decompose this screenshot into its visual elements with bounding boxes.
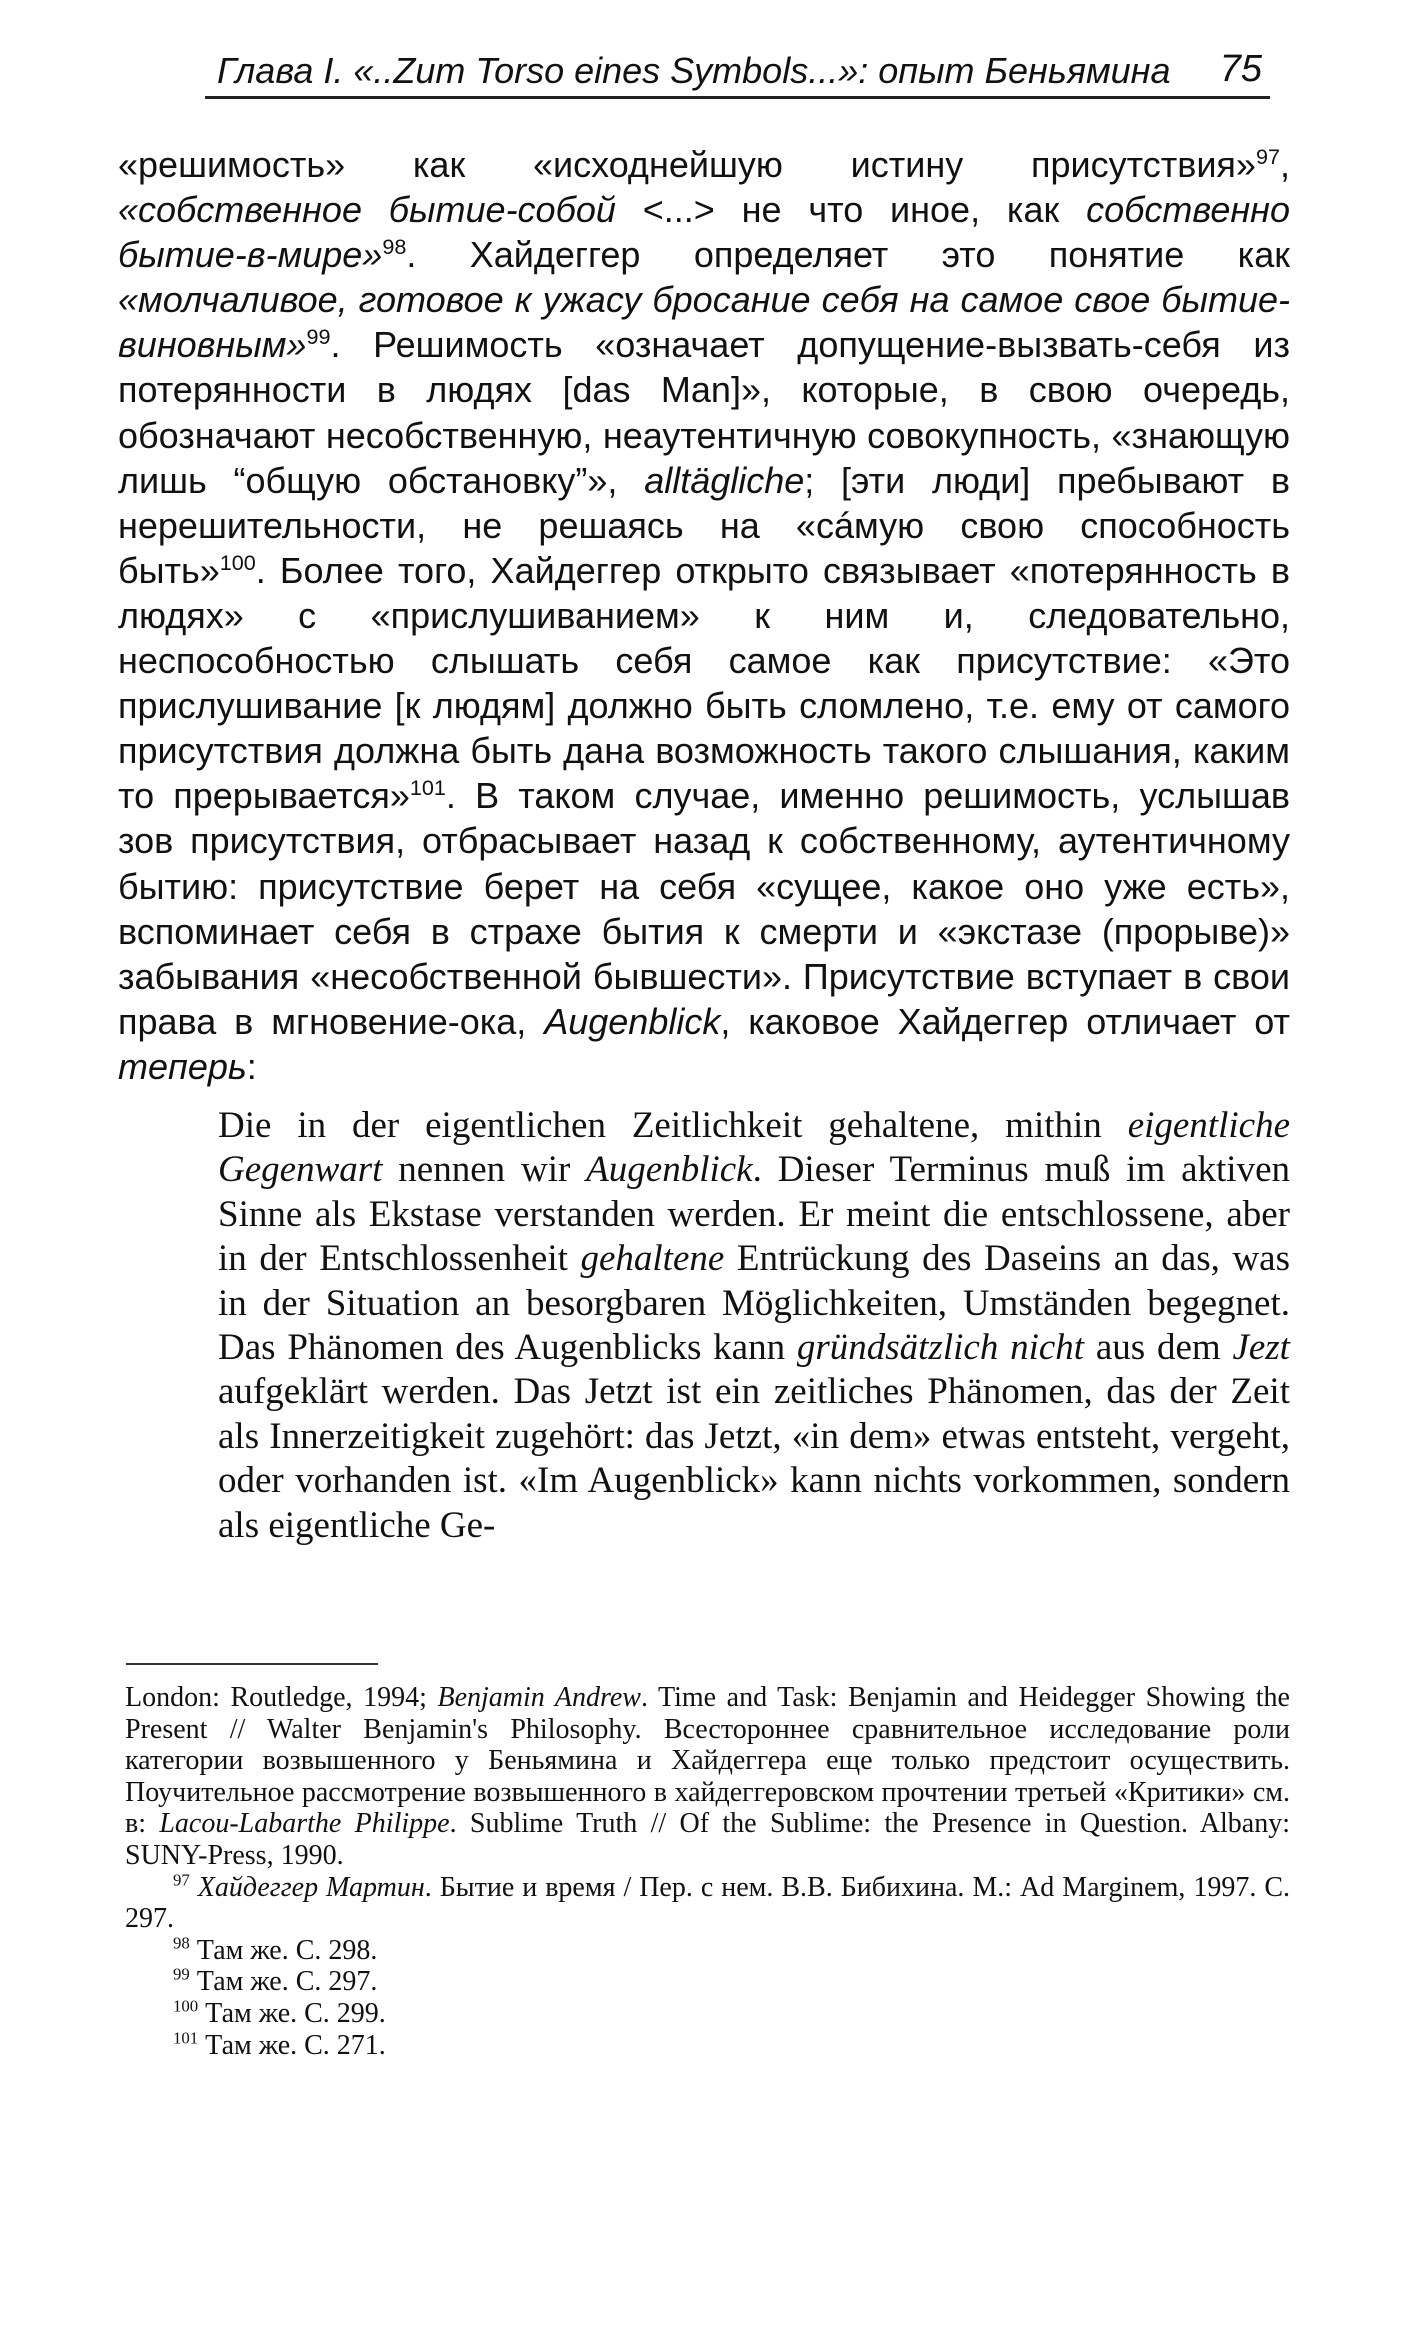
footnote-number: 97 bbox=[173, 1870, 190, 1890]
text-run: Die in der eigentlichen Zeitlichkeit gehaltene, mithin bbox=[218, 1105, 1128, 1146]
text-run: . Time and Task: Benjamin and Heidegger Showing the Present // Walter Benjamin's Philosophy. Всестороннее сравнительное исследование роли категории возвышенного у Беньямина и Хайдеггера еще только предстоит осуществить. Поучительное рассмотрение возвышенного в хайдеггеровском прочтении третьей «Критики» см. в: bbox=[125, 1682, 1290, 1840]
footnote-ref-100[interactable]: 100 bbox=[219, 549, 256, 575]
running-title: Глава I. «..Zum Torso eines Symbols...»: опыт Беньямина bbox=[217, 50, 1171, 91]
text-run: . Хайдеггер определяет это понятие как bbox=[406, 234, 1290, 276]
footnote-number: 98 bbox=[173, 1933, 190, 1953]
main-text bbox=[118, 142, 1290, 1089]
quote-paragraph bbox=[218, 1104, 1290, 1548]
emphasis: gründsätzlich nicht bbox=[796, 1327, 1085, 1369]
text-run: Там же. С. 298. bbox=[196, 1934, 378, 1966]
emphasis: теперь bbox=[118, 1045, 247, 1087]
text-run: aufgeklärt werden. Das Jetzt ist ein zeitliches Phänomen, das der Zeit als Innerzeitigkeit zugehört: das Jetzt, «in dem» etwas entsteht, vergeht, oder vorhanden ist. «Im Augenblick» kann nichts vorkommen, sondern als eigentliche Ge- bbox=[218, 1371, 1290, 1546]
text-run: . В таком случае, именно решимость, услышав зов присутствия, отбрасывает назад к собственному, аутентичному бытию: присутствие берет на себя «сущее, какое оно уже есть», вспоминает себя в страхе бытия к смерти и «экстазе (прорыве)» забывания «несобственной бывшести». Присутствие вступает в свои права в мгновение-ока, bbox=[118, 775, 1290, 1042]
footnote-separator bbox=[126, 1663, 378, 1665]
footnote-ref-99[interactable]: 99 bbox=[306, 324, 331, 350]
header-rule bbox=[205, 96, 1270, 99]
text-run: , bbox=[1279, 144, 1290, 185]
footnote-98 bbox=[125, 1935, 1290, 1967]
emphasis: Хайдеггер Мартин bbox=[197, 1871, 425, 1903]
footnote-99 bbox=[125, 1966, 1290, 1998]
footnote-number: 99 bbox=[173, 1965, 190, 1985]
emphasis: «собственное бытие-собой bbox=[118, 189, 616, 231]
footnote-continuation bbox=[125, 1682, 1290, 1872]
footnote-ref-98[interactable]: 98 bbox=[382, 234, 407, 260]
text-run: ; [эти люди] пребывают в нерешительности, не решаясь на «сáмую свою способность быть» bbox=[118, 459, 1290, 591]
text-run: Entrückung des Daseins an das, was in der Situation an besorgbaren Möglichkeiten, Umständen begegnet. Das Phänomen des Augenblicks kann bbox=[218, 1238, 1290, 1369]
text-run: , каковое Хайдеггер отличает от bbox=[720, 1000, 1290, 1042]
text-run: . Dieser Terminus muß im aktiven Sinne als Ekstase verstanden werden. Er meint die entschlossene, aber in der Entschlossenheit bbox=[218, 1149, 1290, 1280]
emphasis: gehaltene bbox=[580, 1238, 725, 1280]
text-run: «решимость» как «исходнейшую истину присутствия» bbox=[118, 144, 1256, 185]
body-paragraph bbox=[118, 142, 1290, 1089]
text-run: nennen wir bbox=[382, 1149, 587, 1191]
footnote-97 bbox=[125, 1872, 1290, 1935]
footnotes bbox=[125, 1682, 1290, 2061]
emphasis: eigentliche Gegenwart bbox=[218, 1105, 1290, 1191]
text-run: Там же. С. 271. bbox=[205, 2029, 386, 2061]
text-run: London: Routledge, 1994; bbox=[125, 1682, 438, 1713]
emphasis: Augenblick bbox=[586, 1149, 753, 1191]
emphasis: Benjamin Andrew bbox=[437, 1682, 641, 1713]
text-run: aus dem bbox=[1084, 1327, 1233, 1369]
emphasis: Lacou-Labarthe Philippe bbox=[159, 1808, 450, 1840]
footnote-number: 101 bbox=[173, 2028, 199, 2048]
emphasis: Augenblick bbox=[544, 1000, 721, 1042]
footnote-number: 100 bbox=[173, 1996, 199, 2016]
text-run: . Решимость «означает допущение-вызвать-себя из потерянности в людях [das Man]», которые, в свою очередь, обозначают несобственную, неаутентичную совокупность, «знающую лишь “общую обстановку”», bbox=[118, 324, 1290, 501]
page-number: 75 bbox=[1219, 48, 1262, 90]
emphasis: собственно бытие-в-мире» bbox=[118, 189, 1290, 276]
emphasis: «молчаливое, готовое к ужасу бросание себя на самое свое бытие-виновным» bbox=[118, 279, 1290, 366]
text-run: <...> не что иное, как bbox=[615, 189, 1087, 231]
block-quote bbox=[218, 1104, 1290, 1548]
emphasis: alltägliche bbox=[644, 459, 805, 501]
text-run: . Более того, Хайдеггер открыто связывает «потерянность в людях» с «прислушиванием» к ним и, следовательно, неспособностью слышать себя самое как присутствие: «Это прислушивание [к людям] должно быть сломлено, т.е. ему от самого присутствия должна быть дана возможность такого слышания, каким то прерывается» bbox=[118, 549, 1290, 817]
text-run: . Sublime Truth // Of the Sublime: the Presence in Question. Albany: SUNY-Press, 1990. bbox=[125, 1808, 1291, 1871]
text-run: Там же. С. 299. bbox=[205, 1997, 386, 2029]
footnote-ref-97[interactable]: 97 bbox=[1255, 144, 1280, 169]
footnote-ref-101[interactable]: 101 bbox=[409, 775, 446, 801]
emphasis: Jezt bbox=[1232, 1327, 1290, 1369]
text-run: Там же. С. 297. bbox=[196, 1966, 378, 1998]
text-run: : bbox=[246, 1045, 257, 1087]
footnote-101 bbox=[125, 2030, 1290, 2062]
text-run: . Бытие и время / Пер. с нем. В.В. Бибихина. М.: Ad Marginem, 1997. С. 297. bbox=[125, 1871, 1290, 1935]
footnote-100 bbox=[125, 1998, 1290, 2030]
running-header bbox=[205, 44, 1270, 100]
